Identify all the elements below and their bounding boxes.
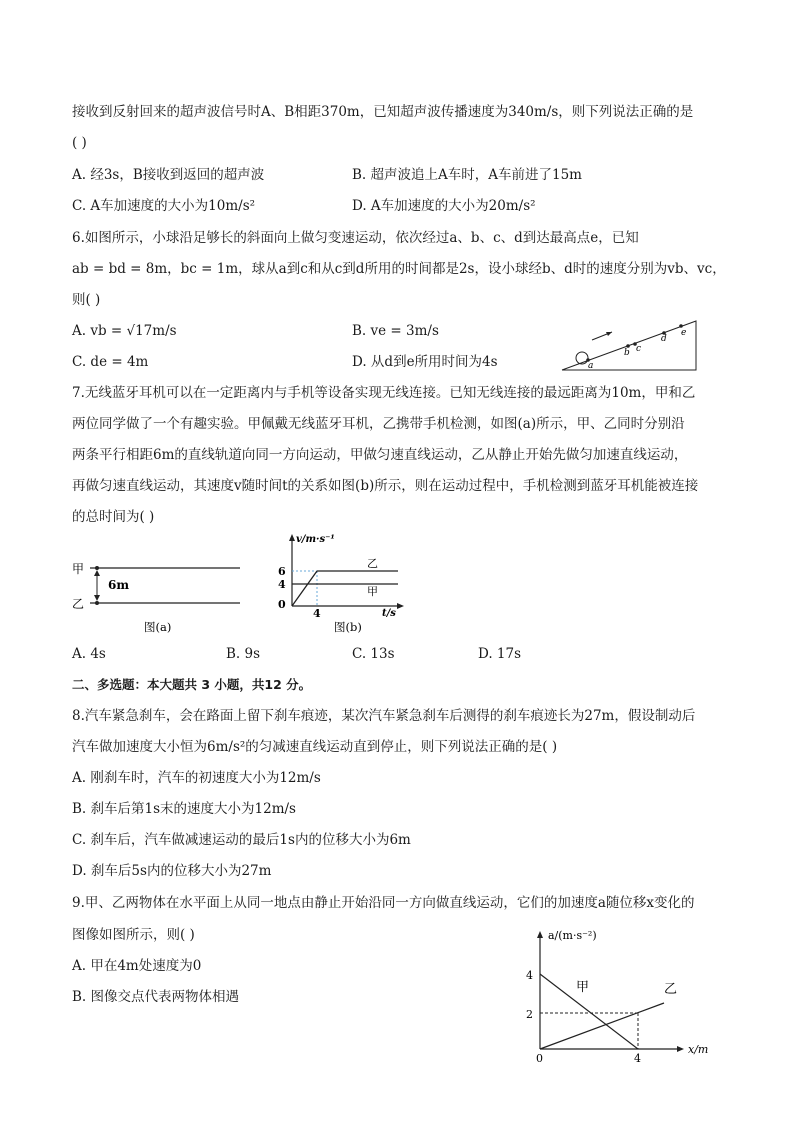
q6-option-a: A. vb = √17m/s bbox=[72, 323, 177, 339]
figure-a bbox=[68, 555, 248, 635]
q9-line2: 图像如图所示，则( ) bbox=[72, 927, 195, 943]
point-b-label: b bbox=[624, 348, 630, 358]
fig-a-distance: 6m bbox=[108, 578, 130, 592]
q7-line4: 再做匀速直线运动，其速度v随时间t的关系如图(b)所示，则在运动过程中，手机检测到蓝牙耳机能被连接 bbox=[72, 478, 699, 494]
q8-option-b: B. 刹车后第1s末的速度大小为12m/s bbox=[72, 801, 296, 817]
q7-option-c: C. 13s bbox=[352, 646, 395, 662]
section-title-multichoice: 二、多选题：本大题共 3 小题，共12 分。 bbox=[72, 677, 312, 692]
fig-a-caption: 图(a) bbox=[144, 620, 172, 634]
q6-line1: 6.如图所示，小球沿足够长的斜面向上做匀变速运动，依次经过a、b、c、d到达最高点e，已知 bbox=[72, 230, 639, 246]
q7-option-b: B. 9s bbox=[226, 646, 261, 662]
q5-option-a: A. 经3s，B接收到返回的超声波 bbox=[72, 167, 265, 183]
ax-series-jia: 甲 bbox=[576, 980, 590, 995]
point-d-label: d bbox=[661, 334, 667, 344]
q5-option-b: B. 超声波追上A车时，A车前进了15m bbox=[352, 167, 582, 183]
ax-xlabel: x/m bbox=[688, 1043, 709, 1056]
ax-ylabel: a/(m·s⁻²) bbox=[548, 929, 597, 942]
q8-line1: 8.汽车紧急刹车，会在路面上留下刹车痕迹，某次汽车紧急刹车后测得的刹车痕迹长为27m，假设制动后 bbox=[72, 708, 696, 724]
ax-line-yi bbox=[540, 1003, 664, 1049]
fig-b-series-jia: 甲 bbox=[367, 585, 378, 598]
q6-option-c: C. de = 4m bbox=[72, 354, 149, 370]
q5-option-c: C. A车加速度的大小为10m/s² bbox=[72, 198, 256, 214]
q7-line1: 7.无线蓝牙耳机可以在一定距离内与手机等设备实现无线连接。已知无线连接的最远距离为10m，甲和乙 bbox=[72, 385, 696, 401]
fig-b-ylabel: v/m·s⁻¹ bbox=[296, 534, 335, 545]
ax-series-yi: 乙 bbox=[664, 982, 678, 997]
q7-line3: 两条平行相距6m的直线轨道向同一方向运动，甲做匀速直线运动，乙从静止开始先做匀加速直线运动， bbox=[72, 447, 688, 463]
point-c-label: c bbox=[636, 344, 642, 354]
q6-line2: ab = bd = 8m，bc = 1m，球从a到c和从c到d所用的时间都是2s，设小球经b、d时的速度分别为vb、vc， bbox=[72, 261, 726, 277]
q9-option-a: A. 甲在4m处速度为0 bbox=[72, 958, 202, 974]
fig-b-ytick-6: 6 bbox=[278, 565, 286, 578]
q5-line1: 接收到反射回来的超声波信号时A、B相距370m，已知超声波传播速度为340m/s，则下列说法正确的是 bbox=[72, 104, 694, 120]
q5-line2: ( ) bbox=[72, 135, 87, 151]
q6-option-b: B. ve = 3m/s bbox=[352, 323, 439, 339]
q7-option-a: A. 4s bbox=[72, 646, 106, 662]
ax-ytick-2: 2 bbox=[526, 1008, 533, 1021]
q7-option-d: D. 17s bbox=[478, 646, 522, 662]
point-e-label: e bbox=[681, 328, 687, 338]
q7-line5: 的总时间为( ) bbox=[72, 509, 155, 525]
q5-option-d: D. A车加速度的大小为20m/s² bbox=[352, 198, 536, 214]
q6-option-d: D. 从d到e所用时间为4s bbox=[352, 354, 498, 370]
figure-b-vt-graph bbox=[270, 530, 410, 638]
point-a-label: a bbox=[588, 361, 594, 371]
fig-a-label-yi: 乙 bbox=[72, 597, 85, 611]
fig-b-xtick-4: 4 bbox=[313, 607, 321, 620]
fig-a-label-jia: 甲 bbox=[72, 562, 85, 576]
q8-option-c: C. 刹车后，汽车做减速运动的最后1s内的位移大小为6m bbox=[72, 832, 411, 848]
incline-figure bbox=[560, 318, 700, 373]
q8-option-d: D. 刹车后5s内的位移大小为27m bbox=[72, 863, 272, 879]
q8-option-a: A. 刚刹车时，汽车的初速度大小为12m/s bbox=[72, 770, 321, 786]
fig-b-caption: 图(b) bbox=[334, 620, 362, 634]
q6-line3: 则( ) bbox=[72, 292, 101, 308]
fig-b-ytick-0: 0 bbox=[278, 598, 286, 611]
fig-b-ytick-4: 4 bbox=[278, 578, 286, 591]
ax-ytick-4: 4 bbox=[526, 969, 533, 982]
ax-xtick-0: 0 bbox=[536, 1052, 543, 1065]
ax-xtick-4: 4 bbox=[634, 1052, 641, 1065]
fig-b-xlabel: t/s bbox=[382, 608, 396, 619]
q7-line2: 两位同学做了一个有趣实验。甲佩戴无线蓝牙耳机，乙携带手机检测，如图(a)所示，甲、乙同时分别沿 bbox=[72, 416, 685, 432]
fig-b-series-yi: 乙 bbox=[367, 557, 378, 570]
q9-line1: 9.甲、乙两物体在水平面上从同一地点由静止开始沿同一方向做直线运动，它们的加速度a随位移x变化的 bbox=[72, 895, 695, 911]
q8-line2: 汽车做加速度大小恒为6m/s²的匀减速直线运动直到停止，则下列说法正确的是( ) bbox=[72, 739, 558, 755]
q9-option-b: B. 图像交点代表两物体相遇 bbox=[72, 989, 240, 1005]
ax-graph-figure bbox=[518, 925, 748, 1065]
